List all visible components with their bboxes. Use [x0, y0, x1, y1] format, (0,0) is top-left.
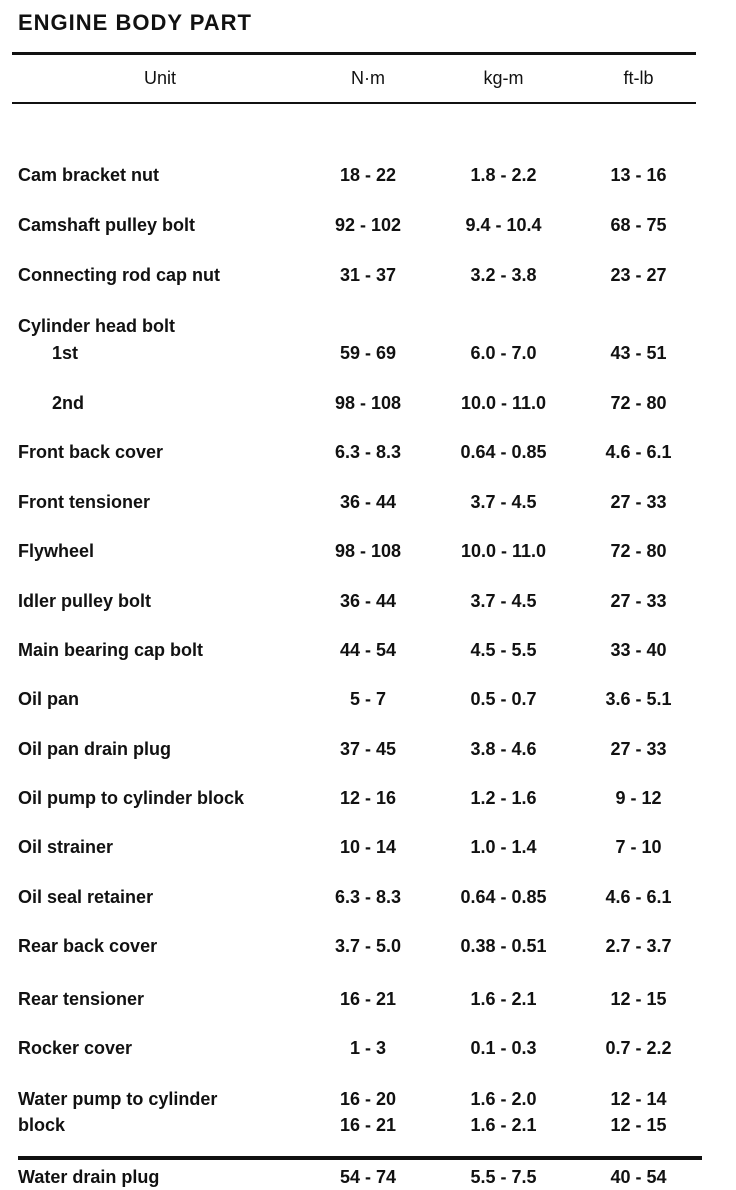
row-ftlb [581, 785, 696, 811]
row-ftlb-line: 12 - 15 [610, 989, 667, 1009]
row-nm [310, 933, 426, 959]
row-kgm [426, 686, 581, 712]
row-kgm [426, 986, 581, 1012]
row-unit [10, 933, 310, 959]
row-unit [10, 340, 310, 366]
row-kgm [426, 1086, 581, 1138]
page-title: ENGINE BODY PART [18, 10, 252, 35]
row-ftlb-line-2: 12 - 15 [610, 1115, 667, 1135]
row-ftlb [581, 262, 696, 288]
row-nm [310, 262, 426, 288]
row-kgm [426, 162, 581, 188]
row-nm-line: 98 - 108 [334, 393, 402, 413]
row-kgm-line: 0.64 - 0.85 [460, 442, 547, 462]
row-nm-line: 36 - 44 [339, 591, 397, 611]
row-kgm [426, 933, 581, 959]
row-kgm-line: 4.5 - 5.5 [470, 640, 537, 660]
row-nm [310, 686, 426, 712]
row-kgm-line: 10.0 - 11.0 [460, 541, 547, 561]
row-kgm [426, 390, 581, 416]
row-ftlb-line: 40 - 54 [610, 1167, 667, 1187]
row-unit [10, 785, 310, 811]
row-ftlb-line: 43 - 51 [610, 343, 667, 363]
row-nm [310, 538, 426, 564]
row-nm [310, 1035, 426, 1061]
row-ftlb [581, 986, 696, 1012]
row-ftlb-line: 3.6 - 5.1 [605, 689, 672, 709]
table-row [10, 439, 696, 465]
torque-table [10, 52, 696, 1187]
row-unit-line: Front tensioner [18, 492, 151, 512]
row-ftlb-line: 4.6 - 6.1 [605, 887, 672, 907]
row-ftlb [581, 884, 696, 910]
row-unit-line: Rear back cover [18, 936, 158, 956]
row-nm [310, 162, 426, 188]
row-unit-line: Rear tensioner [18, 989, 145, 1009]
table-row [10, 1164, 696, 1190]
row-ftlb-line: 72 - 80 [610, 541, 667, 561]
row-unit-line: Connecting rod cap nut [18, 265, 220, 285]
row-nm [310, 212, 426, 238]
row-unit-line: Oil strainer [18, 837, 114, 857]
row-ftlb [581, 933, 696, 959]
row-unit [10, 686, 310, 712]
row-kgm-line: 3.2 - 3.8 [470, 265, 537, 285]
row-kgm [426, 340, 581, 366]
row-unit-line: Cylinder head bolt [18, 316, 176, 336]
row-kgm-line: 0.1 - 0.3 [470, 1038, 537, 1058]
row-ftlb [581, 340, 696, 366]
table-row [10, 884, 696, 910]
row-ftlb-line: 2.7 - 3.7 [605, 936, 672, 956]
row-ftlb [581, 736, 696, 762]
row-nm-line: 98 - 108 [334, 541, 402, 561]
row-ftlb [581, 1086, 696, 1138]
row-nm-line: 36 - 44 [339, 492, 397, 512]
row-kgm [426, 834, 581, 860]
row-unit [10, 588, 310, 614]
row-nm-line: 6.3 - 8.3 [334, 887, 402, 907]
row-kgm [426, 439, 581, 465]
row-kgm [426, 588, 581, 614]
row-ftlb [581, 834, 696, 860]
header-unit: Unit [143, 68, 176, 88]
row-unit [10, 538, 310, 564]
table-row [10, 637, 696, 663]
row-ftlb-line: 0.7 - 2.2 [605, 1038, 672, 1058]
table-row [10, 212, 696, 238]
row-ftlb [581, 489, 696, 515]
row-nm [310, 1164, 426, 1190]
row-kgm-line: 5.5 - 7.5 [470, 1167, 537, 1187]
row-unit-line: Oil pump to cylinder block [18, 788, 245, 808]
row-ftlb-line: 23 - 27 [610, 265, 667, 285]
table-header-row [10, 55, 696, 102]
row-kgm-line: 3.7 - 4.5 [470, 492, 537, 512]
row-nm-line: 1 - 3 [349, 1038, 387, 1058]
row-nm-line: 44 - 54 [339, 640, 397, 660]
row-ftlb-line: 13 - 16 [610, 165, 667, 185]
row-nm [310, 986, 426, 1012]
row-nm-line: 3.7 - 5.0 [334, 936, 402, 956]
header-nm: N·m [351, 68, 385, 88]
row-kgm [426, 1164, 581, 1190]
row-ftlb-line: 7 - 10 [615, 837, 662, 857]
row-nm-line: 54 - 74 [339, 1167, 397, 1187]
row-nm-line: 12 - 16 [339, 788, 397, 808]
row-unit-line: Front back cover [18, 442, 164, 462]
row-unit [10, 489, 310, 515]
row-kgm [426, 262, 581, 288]
row-kgm-line: 0.5 - 0.7 [470, 689, 537, 709]
row-ftlb [581, 1164, 696, 1190]
table-row [10, 340, 696, 366]
row-nm [310, 390, 426, 416]
row-unit [10, 390, 310, 416]
table-row [10, 736, 696, 762]
row-unit-line: Main bearing cap bolt [18, 640, 204, 660]
row-unit-line: Camshaft pulley bolt [18, 215, 196, 235]
row-unit-line: Water pump to cylinder [18, 1089, 218, 1109]
row-ftlb [581, 538, 696, 564]
row-kgm [426, 1035, 581, 1061]
row-kgm [426, 538, 581, 564]
row-unit [10, 262, 310, 288]
row-kgm-line: 10.0 - 11.0 [460, 393, 547, 413]
row-nm [310, 637, 426, 663]
row-nm [310, 834, 426, 860]
row-unit-line: 1st [52, 343, 79, 363]
row-ftlb-line: 4.6 - 6.1 [605, 442, 672, 462]
row-ftlb [581, 588, 696, 614]
row-unit [10, 637, 310, 663]
row-unit-line: Oil pan drain plug [18, 739, 171, 759]
row-unit [10, 986, 310, 1012]
row-nm [310, 884, 426, 910]
row-kgm-line: 0.38 - 0.51 [460, 936, 547, 956]
row-kgm [426, 785, 581, 811]
row-unit-line: Oil seal retainer [18, 887, 154, 907]
table-row [10, 390, 696, 416]
row-nm-line: 59 - 69 [339, 343, 397, 363]
table-row [10, 1086, 696, 1138]
row-unit [10, 439, 310, 465]
table-header-rule [12, 102, 696, 104]
row-ftlb-line: 27 - 33 [610, 739, 667, 759]
row-unit [10, 1086, 310, 1138]
header-ftlb: ft-lb [623, 68, 654, 88]
row-ftlb-line: 33 - 40 [610, 640, 667, 660]
row-nm-line-2: 16 - 21 [339, 1115, 397, 1135]
row-unit [10, 1164, 310, 1190]
row-nm [310, 340, 426, 366]
row-unit-line-2: block [18, 1115, 66, 1135]
row-kgm-line: 0.64 - 0.85 [460, 887, 547, 907]
row-nm [310, 489, 426, 515]
row-unit [10, 736, 310, 762]
row-unit [10, 313, 310, 339]
row-nm-line: 16 - 21 [339, 989, 397, 1009]
row-unit-line: Water drain plug [18, 1167, 160, 1187]
row-kgm-line: 1.6 - 2.1 [470, 989, 537, 1009]
row-kgm [426, 884, 581, 910]
row-ftlb [581, 637, 696, 663]
table-row [10, 785, 696, 811]
row-unit [10, 162, 310, 188]
table-row [10, 686, 696, 712]
row-nm [310, 785, 426, 811]
row-kgm [426, 736, 581, 762]
table-row [10, 489, 696, 515]
row-kgm-line: 3.7 - 4.5 [470, 591, 537, 611]
row-nm-line: 92 - 102 [334, 215, 402, 235]
row-nm-line: 18 - 22 [339, 165, 397, 185]
row-kgm-line: 1.8 - 2.2 [470, 165, 537, 185]
row-kgm [426, 489, 581, 515]
table-row [10, 933, 696, 959]
row-kgm-line: 3.8 - 4.6 [470, 739, 537, 759]
row-ftlb [581, 439, 696, 465]
row-unit [10, 212, 310, 238]
row-nm [310, 736, 426, 762]
row-nm [310, 588, 426, 614]
row-kgm-line: 6.0 - 7.0 [470, 343, 537, 363]
table-row [10, 262, 696, 288]
table-row [10, 162, 696, 188]
table-bottom-rule [18, 1156, 702, 1160]
row-nm-line: 6.3 - 8.3 [334, 442, 402, 462]
row-nm-line: 37 - 45 [339, 739, 397, 759]
table-row [10, 1035, 696, 1061]
row-nm-line: 16 - 20 [339, 1089, 397, 1109]
row-ftlb-line: 9 - 12 [615, 788, 662, 808]
row-ftlb [581, 1035, 696, 1061]
row-unit-line: Flywheel [18, 541, 95, 561]
table-row [10, 313, 696, 339]
row-unit [10, 834, 310, 860]
row-kgm [426, 637, 581, 663]
row-nm-line: 31 - 37 [339, 265, 397, 285]
row-kgm-line: 1.2 - 1.6 [470, 788, 537, 808]
table-row [10, 588, 696, 614]
row-ftlb-line: 27 - 33 [610, 591, 667, 611]
row-kgm-line: 1.0 - 1.4 [470, 837, 537, 857]
row-ftlb [581, 686, 696, 712]
row-ftlb-line: 27 - 33 [610, 492, 667, 512]
row-kgm-line-2: 1.6 - 2.1 [470, 1115, 537, 1135]
row-unit [10, 1035, 310, 1061]
row-unit-line: Idler pulley bolt [18, 591, 152, 611]
row-ftlb-line: 72 - 80 [610, 393, 667, 413]
row-nm [310, 1086, 426, 1138]
header-kgm: kg-m [483, 68, 524, 88]
row-kgm-line: 1.6 - 2.0 [470, 1089, 537, 1109]
row-ftlb-line: 68 - 75 [610, 215, 667, 235]
table-row [10, 986, 696, 1012]
table-row [10, 538, 696, 564]
row-unit-line: Oil pan [18, 689, 80, 709]
row-ftlb [581, 390, 696, 416]
row-kgm-line: 9.4 - 10.4 [465, 215, 542, 235]
row-ftlb [581, 212, 696, 238]
row-ftlb [581, 162, 696, 188]
row-kgm [426, 212, 581, 238]
row-unit-line: 2nd [52, 393, 85, 413]
row-unit [10, 884, 310, 910]
row-nm-line: 10 - 14 [339, 837, 397, 857]
row-nm-line: 5 - 7 [349, 689, 387, 709]
row-ftlb-line: 12 - 14 [610, 1089, 667, 1109]
table-row [10, 834, 696, 860]
row-unit-line: Rocker cover [18, 1038, 133, 1058]
row-unit-line: Cam bracket nut [18, 165, 160, 185]
row-nm [310, 439, 426, 465]
